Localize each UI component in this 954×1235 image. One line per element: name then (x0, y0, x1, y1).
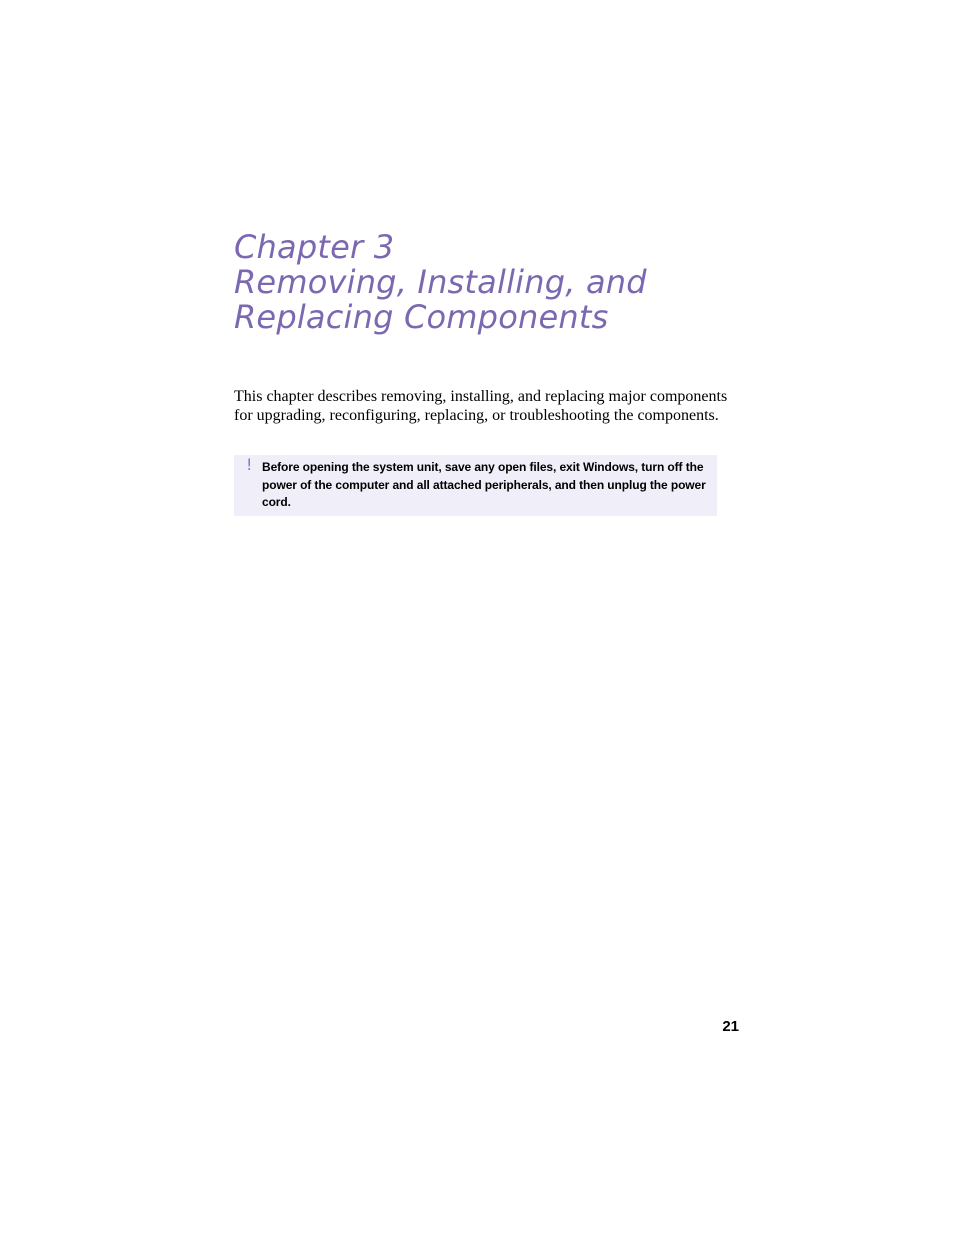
intro-paragraph: This chapter describes removing, installing, and replacing major components for upgrading, reconfiguring, replacing, or troubleshooting the components. (234, 388, 728, 424)
chapter-title-line-2: Replacing Components (234, 298, 609, 336)
chapter-heading (234, 230, 754, 335)
page-number: 21 (722, 1018, 739, 1035)
warning-note-text: Before opening the system unit, save any open files, exit Windows, turn off the power of the computer and all attached peripherals, and then unplug the power cord. (262, 460, 706, 509)
exclamation-icon: ! (246, 455, 253, 474)
chapter-title-line-1: Removing, Installing, and (234, 263, 647, 301)
warning-note (234, 455, 717, 516)
chapter-number: Chapter 3 (234, 228, 395, 266)
